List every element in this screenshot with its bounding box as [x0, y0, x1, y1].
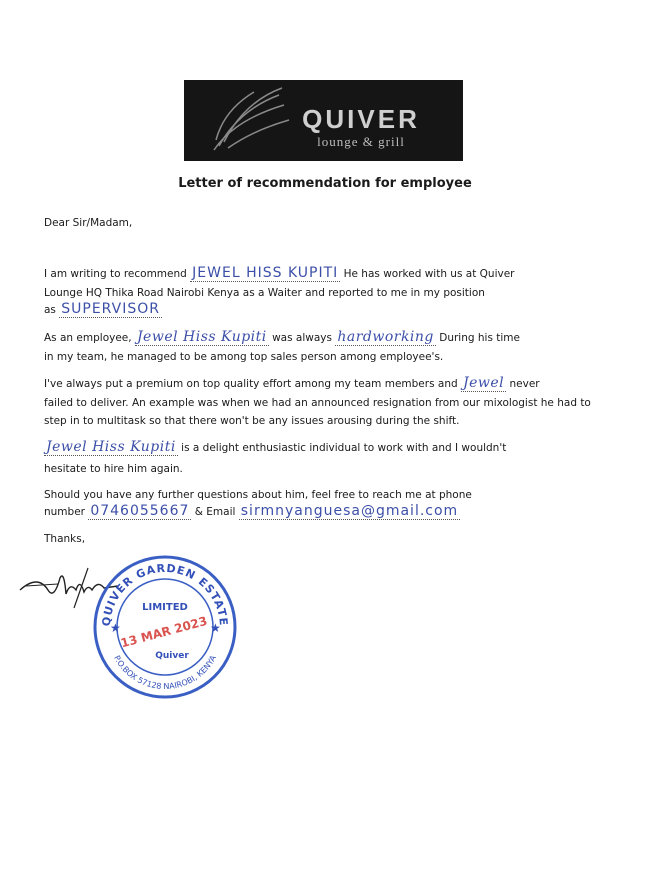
logo-wordmark: QUIVER	[302, 104, 420, 134]
trait-field: hardworking	[337, 329, 434, 345]
svg-text:★: ★	[210, 621, 221, 635]
employee-name-field: Jewel	[463, 375, 505, 391]
svg-text:P.O.BOX 57128 NAIROBI, KENYA: P.O.BOX 57128 NAIROBI, KENYA	[112, 653, 218, 692]
p3-line2: failed to deliver. An example was when we had an announced resignation from our mixologist he had to	[44, 397, 591, 409]
company-logo	[184, 80, 463, 161]
svg-text:LIMITED: LIMITED	[142, 602, 188, 613]
p4-line1: Jewel Hiss Kupiti is a delight enthusiastic individual to work with and I wouldn't	[46, 439, 507, 455]
p1-line2: Lounge HQ Thika Road Nairobi Kenya as a Waiter and reported to me in my position	[44, 287, 485, 299]
company-stamp	[90, 552, 240, 702]
logo-tagline: lounge & grill	[317, 134, 405, 149]
employee-name-field: JEWEL HISS KUPITI	[192, 265, 339, 281]
p3-line3: step in to multitask so that there won't be any issues arousing during the shift.	[44, 415, 460, 427]
closing: Thanks,	[44, 533, 86, 545]
svg-text:13 MAR 2023: 13 MAR 2023	[119, 613, 209, 651]
p1-line3: as SUPERVISOR	[44, 301, 160, 317]
phone-field: 0746055667	[90, 503, 190, 519]
svg-text:★: ★	[110, 621, 121, 635]
p2-line1: As an employee, Jewel Hiss Kupiti was always hardworking During his time	[44, 329, 520, 345]
svg-text:QUIVER GARDEN ESTATE: QUIVER GARDEN ESTATE	[99, 561, 231, 627]
letter-heading: Letter of recommendation for employee	[178, 176, 472, 191]
employee-name-field: Jewel Hiss Kupiti	[46, 439, 176, 455]
p1-line1: I am writing to recommend JEWEL HISS KUPITI He has worked with us at Quiver	[44, 265, 515, 281]
salutation: Dear Sir/Madam,	[44, 217, 133, 229]
p4-line2: hesitate to hire him again.	[44, 463, 183, 475]
p5-line2: number 0746055667 & Email sirmnyanguesa@gmail.com	[44, 503, 459, 519]
position-field: SUPERVISOR	[61, 301, 160, 317]
p3-line1: I've always put a premium on top quality effort among my team members and Jewel never	[44, 375, 540, 391]
email-field: sirmnyanguesa@gmail.com	[240, 503, 459, 519]
employee-name-field: Jewel Hiss Kupiti	[136, 329, 267, 345]
svg-text:Quiver: Quiver	[155, 651, 189, 661]
p5-line1: Should you have any further questions about him, feel free to reach me at phone	[44, 489, 472, 501]
p2-line2: in my team, he managed to be among top sales person among employee's.	[44, 351, 444, 363]
